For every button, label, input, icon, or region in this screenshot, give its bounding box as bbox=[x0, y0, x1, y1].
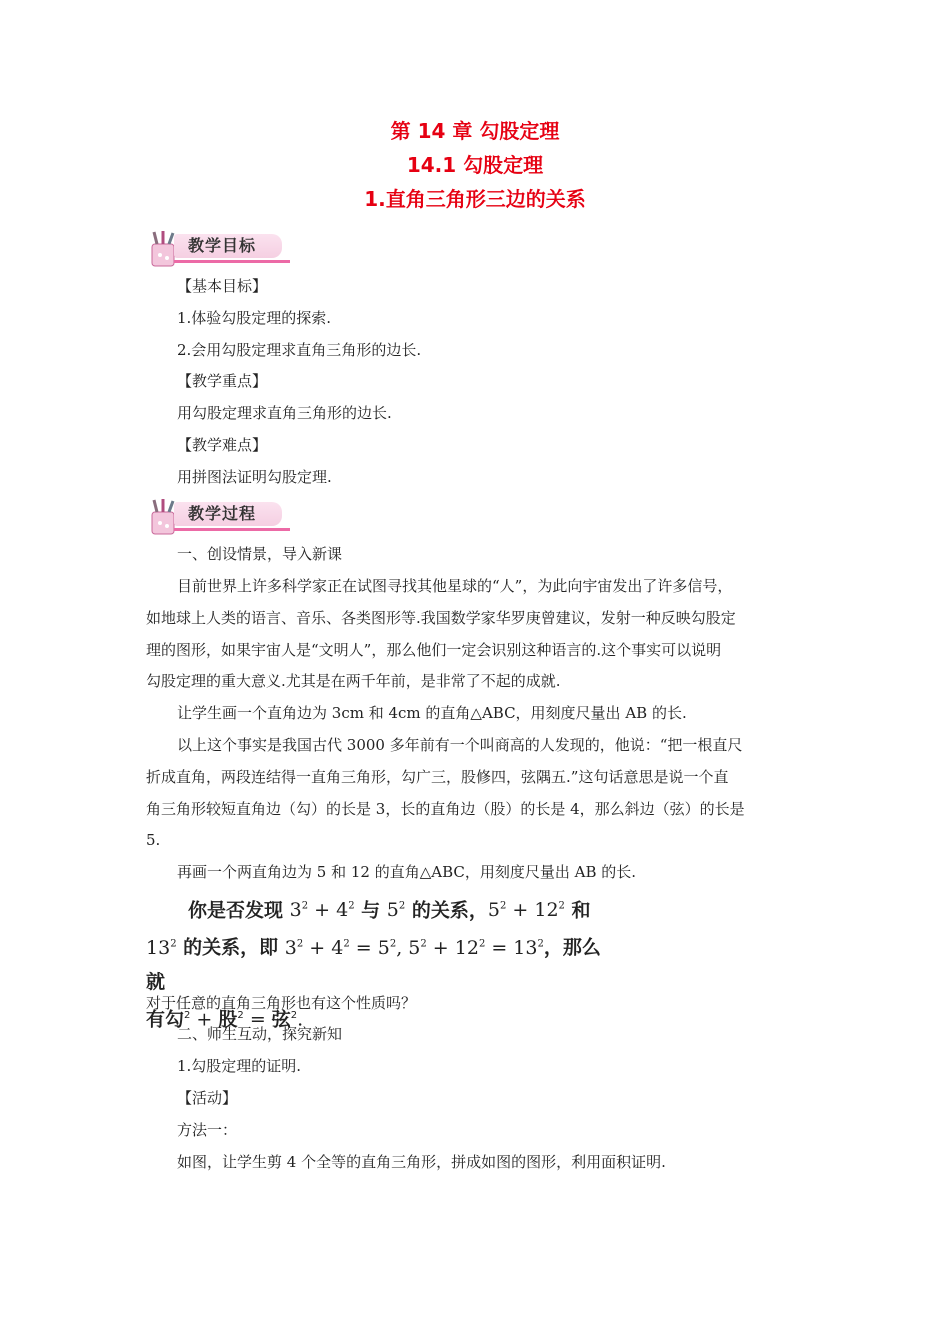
chapter-title: 第 14 章 勾股定理 bbox=[390, 119, 560, 143]
lesson-title: 1.直角三角形三边的关系 bbox=[364, 187, 586, 211]
banner-underline bbox=[174, 260, 290, 263]
banner-underline bbox=[174, 528, 290, 531]
paragraph-3-line-3: 角三角形较短直角边（勾）的长是 3，长的直角边（股）的长是 4，那么斜边（弦）的长是 bbox=[146, 800, 745, 818]
paragraph-3-line-1: 以上这个事实是我国古代 3000 多年前有一个叫商高的人发现的，他说：“把一根直尺 bbox=[177, 736, 743, 754]
step1-heading: 一、创设情景，导入新课 bbox=[177, 545, 343, 563]
formula-line-1: 你是否发现 $3^2 + 4^2$ 与 $5^2$ 的关系，$5^2 + 12^2$ 和 bbox=[188, 899, 591, 922]
step2-heading: 二、师生互动，探究新知 bbox=[177, 1025, 343, 1043]
pythagorean-formula-block bbox=[146, 890, 606, 1036]
basic-goals-heading: 【基本目标】 bbox=[177, 277, 268, 295]
method1-text: 如图，让学生剪 4 个全等的直角三角形，拼成如图的图形，利用面积证明. bbox=[177, 1153, 666, 1171]
process-banner bbox=[146, 498, 288, 534]
question-text: 对于任意的直角三角形也有这个性质吗？ bbox=[146, 994, 417, 1012]
paragraph-1-line-3: 理的图形，如果宇宙人是“文明人”，那么他们一定会识别这种语言的.这个事实可以说明 bbox=[146, 641, 722, 659]
key-point-heading: 【教学重点】 bbox=[177, 372, 268, 390]
paragraph-1-line-1: 目前世界上许多科学家正在试图寻找其他星球的“人”，为此向宇宙发出了许多信号， bbox=[177, 577, 733, 595]
basic-goal-2: 2.会用勾股定理求直角三角形的边长. bbox=[177, 341, 422, 359]
formula-line-3: 有勾$^2$ + 股$^2$ = 弦$^2$. bbox=[146, 1007, 304, 1030]
proof-title: 1.勾股定理的证明. bbox=[177, 1057, 302, 1075]
paragraph-4: 再画一个两直角边为 5 和 12 的直角△ABC，用刻度尺量出 AB 的长. bbox=[177, 863, 637, 881]
paragraph-2: 让学生画一个直角边为 3cm 和 4cm 的直角△ABC，用刻度尺量出 AB 的长. bbox=[177, 704, 687, 722]
basic-goal-1: 1.体验勾股定理的探索. bbox=[177, 309, 332, 327]
method1-label: 方法一： bbox=[177, 1121, 238, 1139]
formula-line-2: $13^2$ 的关系，即 $3^2 + 4^2 = 5^2$, $5^2 + 12^2 = 13^2$，那么就 bbox=[146, 936, 601, 993]
difficulty-heading: 【教学难点】 bbox=[177, 436, 268, 454]
key-point-text: 用勾股定理求直角三角形的边长. bbox=[177, 404, 392, 422]
goals-banner-label: 教学目标 bbox=[188, 236, 257, 255]
paragraph-3-line-4: 5. bbox=[146, 831, 161, 849]
paragraph-1-line-2: 如地球上人类的语言、音乐、各类图形等.我国数学家华罗庚曾建议，发射一种反映勾股定 bbox=[146, 609, 736, 627]
section-title: 14.1 勾股定理 bbox=[406, 153, 544, 177]
paragraph-1-line-4: 勾股定理的重大意义.尤其是在两千年前，是非常了不起的成就. bbox=[146, 672, 561, 690]
difficulty-text: 用拼图法证明勾股定理. bbox=[177, 468, 332, 486]
title-block bbox=[0, 114, 950, 216]
process-banner-label: 教学过程 bbox=[188, 504, 257, 523]
goals-banner bbox=[146, 230, 288, 266]
paragraph-3-line-2: 折成直角，两段连结得一直角三角形，勾广三，股修四，弦隅五.”这句话意思是说一个直 bbox=[146, 768, 729, 786]
activity-heading: 【活动】 bbox=[177, 1089, 238, 1107]
